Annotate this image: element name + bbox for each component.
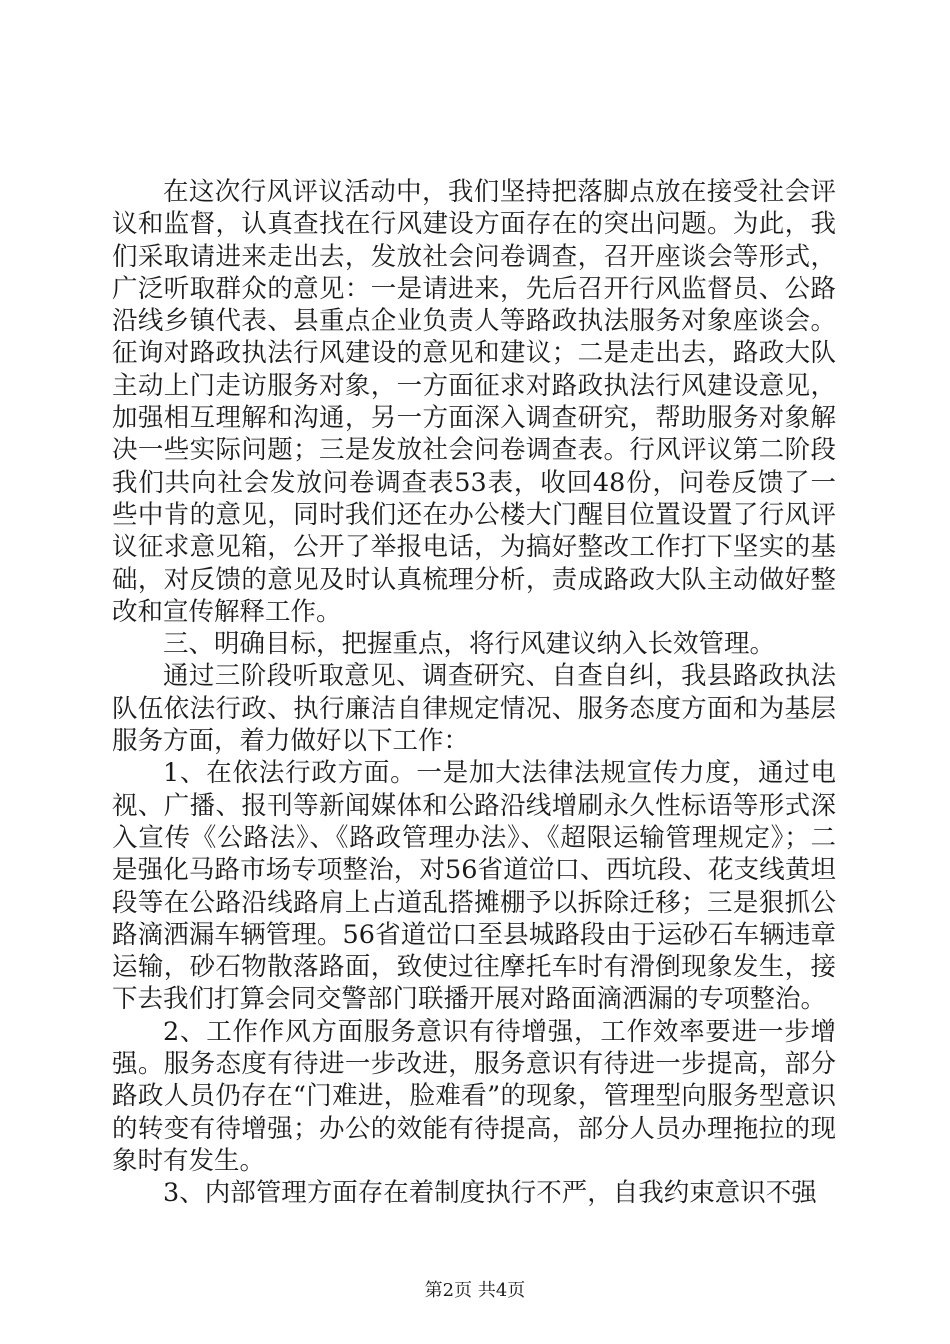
paragraph-item-1: 1、在依法行政方面。一是加大法律法规宣传力度，通过电视、广播、报刊等新闻媒体和公路沿线增刷永久性标语等形式深入宣传《公路法》、《路政管理办法》、《超限运输管理规定》；二是强化马路市场专项整治，对56省道峃口、西坑段、花支线黄坦段等在公路沿线路肩上占道乱搭摊棚予以拆除迁移；三是狠抓公路滴洒漏车辆管理。56省道峃口至县城路段由于运砂石车辆违章运输，砂石物散落路面，致使过往摩托车时有滑倒现象发生，接下去我们打算会同交警部门联播开展对路面滴洒漏的专项整治。 — [112, 758, 836, 1015]
page-footer: 第2页 共4页 — [424, 1280, 526, 1301]
paragraph-item-2: 2、工作作风方面服务意识有待增强，工作效率要进一步增强。服务态度有待进一步改进，服务意识有待进一步提高，部分路政人员仍存在“门难进，脸难看”的现象，管理型向服务型意识的转变有待增强；办公的效能有待提高，部分人员办理拖拉的现象时有发生。 — [112, 1016, 836, 1176]
document-body — [112, 176, 836, 1210]
paragraph-public-opinion: 在这次行风评议活动中，我们坚持把落脚点放在接受社会评议和监督，认真查找在行风建设方面存在的突出问题。为此，我们采取请进来走出去，发放社会问卷调查，召开座谈会等形式，广泛听取群众的意见：一是请进来，先后召开行风监督员、公路沿线乡镇代表、县重点企业负责人等路政执法服务对象座谈会。征询对路政执法行风建设的意见和建议；二是走出去，路政大队主动上门走访服务对象，一方面征求对路政执法行风建设意见，加强相互理解和沟通，另一方面深入调查研究，帮助服务对象解决一些实际问题；三是发放社会问卷调查表。行风评议第二阶段我们共向社会发放问卷调查表53表，收回48份，问卷反馈了一些中肯的意见，同时我们还在办公楼大门醒目位置设置了行风评议征求意见箱，公开了举报电话，为搞好整改工作打下坚实的基础，对反馈的意见及时认真梳理分析，责成路政大队主动做好整改和宣传解释工作。 — [112, 177, 836, 627]
section-heading-three: 三、明确目标，把握重点，将行风建议纳入长效管理。 — [163, 629, 776, 660]
paragraph-intro-work: 通过三阶段听取意见、调查研究、自查自纠，我县路政执法队伍依法行政、执行廉洁自律规定情况、服务态度方面和为基层服务方面，着力做好以下工作： — [112, 661, 836, 757]
paragraph-item-3: 3、内部管理方面存在着制度执行不严，自我约束意识不强 — [163, 1178, 817, 1209]
